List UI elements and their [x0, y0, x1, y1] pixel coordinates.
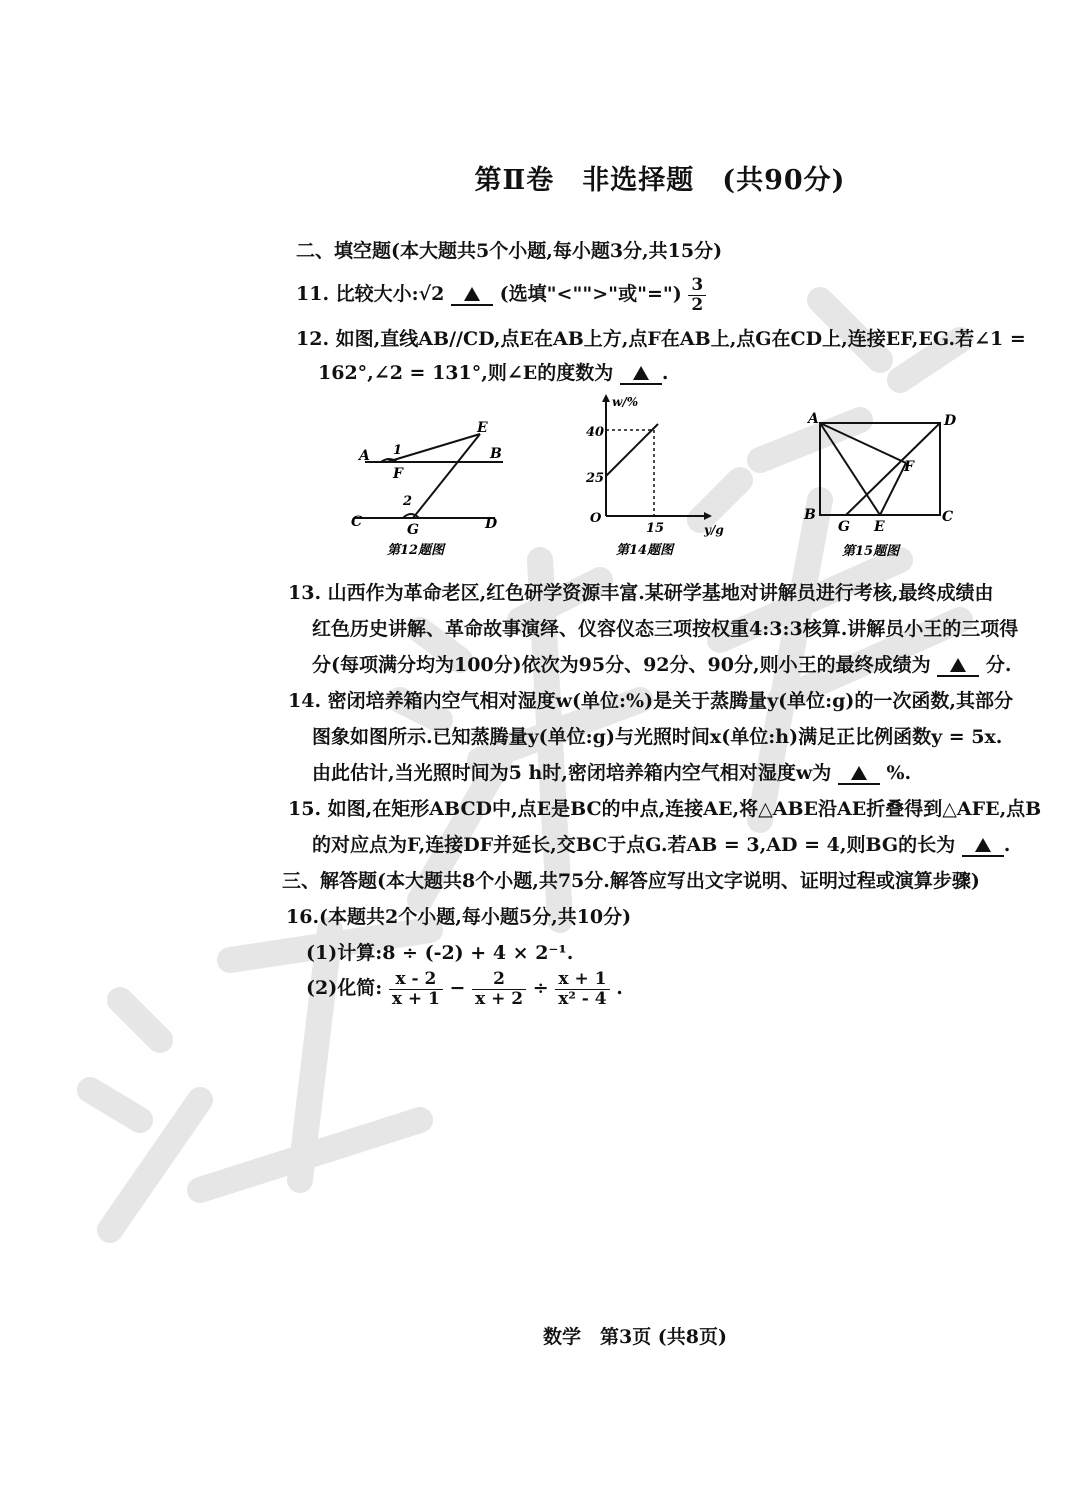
q13-line1: 13. 山西作为革命老区,红色研学资源丰富.某研学基地对讲解员进行考核,最终成绩由 — [288, 582, 994, 604]
figure-12 — [345, 410, 515, 560]
q13-line3-text: 分(每项满分均为100分)依次为95分、92分、90分,则小王的最终成绩为 — [312, 654, 931, 676]
q16-intro: 16.(本题共2个小题,每小题5分,共10分) — [286, 906, 632, 928]
fig14-origin: O — [590, 511, 602, 526]
fraction-numerator: x - 2 — [389, 970, 443, 990]
q11-text: 11. 比较大小:√2 — [296, 283, 445, 306]
q13-suffix: 分. — [985, 654, 1012, 676]
q13-line3 — [312, 650, 1011, 677]
fig12-label-f: F — [393, 466, 403, 482]
fig12-label-g: G — [407, 522, 419, 538]
fig12-label-e: E — [477, 420, 488, 436]
q15-line2 — [312, 830, 1010, 857]
fig15-caption: 第15题图 — [842, 544, 900, 559]
fig15-label-b: B — [804, 507, 816, 523]
q14-answer-blank[interactable] — [838, 764, 880, 785]
fig14-tick-15: 15 — [646, 521, 665, 536]
figure-15 — [798, 405, 966, 560]
fig14-tick-25: 25 — [586, 471, 605, 486]
q13-line2: 红色历史讲解、革命故事演绎、仪容仪态三项按权重4:3:3核算.讲解员小王的三项得 — [312, 618, 1019, 640]
triangle-icon — [851, 766, 867, 780]
q11-fraction — [688, 276, 706, 314]
fraction-denominator: x² - 4 — [558, 988, 607, 1009]
fig15-label-a: A — [808, 411, 819, 427]
q13-answer-blank[interactable] — [937, 656, 979, 677]
section-title: 第Ⅱ卷 非选择题 (共90分) — [474, 165, 846, 196]
fig15-label-g: G — [838, 519, 850, 535]
q14-suffix: %. — [886, 762, 912, 784]
fig14-caption: 第14题图 — [616, 543, 674, 558]
y-axis-arrow-icon — [602, 394, 610, 402]
q12-answer-blank[interactable] — [620, 364, 662, 385]
x-axis-arrow-icon — [704, 512, 712, 520]
q14-line3 — [312, 758, 911, 785]
fig15-label-d: D — [944, 413, 957, 429]
fig14-y-axis-label: w/% — [612, 395, 639, 409]
fraction-denominator: x + 1 — [391, 988, 440, 1009]
q12-line2: 162°,∠2 = 131°,则∠E的度数为 . — [318, 362, 669, 384]
q16-fraction-2 — [472, 970, 526, 1008]
q16-part2-prefix: (2)化简: — [306, 977, 383, 1000]
fig15-label-c: C — [942, 509, 954, 525]
fig12-label-b: B — [490, 446, 502, 462]
section2-heading: 二、填空题(本大题共5个小题,每小题3分,共15分) — [296, 240, 723, 262]
triangle-icon — [464, 287, 480, 301]
q16-end-period: . — [616, 977, 623, 1000]
minus-operator: − — [449, 977, 466, 1000]
page-footer: 数学 第3页 (共8页) — [542, 1326, 728, 1348]
triangle-icon — [950, 658, 966, 672]
triangle-icon — [975, 838, 991, 852]
fig12-label-a: A — [359, 448, 370, 464]
question-11 — [296, 276, 706, 314]
triangle-icon — [633, 366, 649, 380]
q11-answer-blank[interactable] — [451, 285, 493, 306]
q16-fraction-1 — [389, 970, 443, 1008]
q12-line2-text: 162°,∠2 = 131°,则∠E的度数为 — [318, 362, 614, 384]
fig12-caption: 第12题图 — [387, 543, 445, 558]
fraction-numerator: 3 — [688, 276, 706, 296]
section3-heading: 三、解答题(本大题共8个小题,共75分.解答应写出文字说明、证明过程或演算步骤) — [282, 870, 980, 892]
fraction-numerator: x + 1 — [555, 970, 609, 990]
fig12-angle-2: 2 — [403, 494, 413, 509]
q15-answer-blank[interactable] — [962, 836, 1004, 857]
q16-fraction-3 — [555, 970, 609, 1008]
q15-line1: 15. 如图,在矩形ABCD中,点E是BC的中点,连接AE,将△ABE沿AE折叠得到△AFE,点B — [288, 798, 1042, 820]
fig14-tick-40: 40 — [586, 425, 605, 440]
q12-line1: 12. 如图,直线AB//CD,点E在AB上方,点F在AB上,点G在CD上,连接EF,EG.若∠1 = — [296, 328, 1026, 350]
figure-14 — [580, 392, 730, 560]
q16-part2 — [306, 970, 623, 1008]
fig15-label-e: E — [874, 519, 885, 535]
fig14-x-axis-label: y/g — [704, 523, 724, 537]
q15-line2-text: 的对应点为F,连接DF并延长,交BC于点G.若AB = 3,AD = 4,则BG的长为 — [312, 834, 956, 856]
fraction-numerator: 2 — [472, 970, 526, 990]
fig12-label-d: D — [485, 516, 498, 532]
q15-suffix: . — [1003, 834, 1011, 856]
fraction-denominator: 2 — [691, 294, 704, 315]
fig15-label-f: F — [904, 459, 914, 475]
q16-part1: (1)计算:8 ÷ (-2) + 4 × 2⁻¹. — [306, 942, 574, 964]
q14-line2: 图象如图所示.已知蒸腾量y(单位:g)与光照时间x(单位:h)满足正比例函数y = 5x. — [312, 726, 1003, 748]
q14-line3-text: 由此估计,当光照时间为5 h时,密闭培养箱内空气相对湿度w为 — [312, 762, 832, 784]
fig12-angle-1: 1 — [393, 443, 403, 458]
fraction-denominator: x + 2 — [475, 988, 524, 1009]
q14-line1: 14. 密闭培养箱内空气相对湿度w(单位:%)是关于蒸腾量y(单位:g)的一次函数,其部分 — [288, 690, 1014, 712]
q11-hint: (选填"<"">"或"=") — [499, 283, 682, 306]
divide-operator: ÷ — [532, 977, 549, 1000]
fig12-label-c: C — [351, 514, 363, 530]
